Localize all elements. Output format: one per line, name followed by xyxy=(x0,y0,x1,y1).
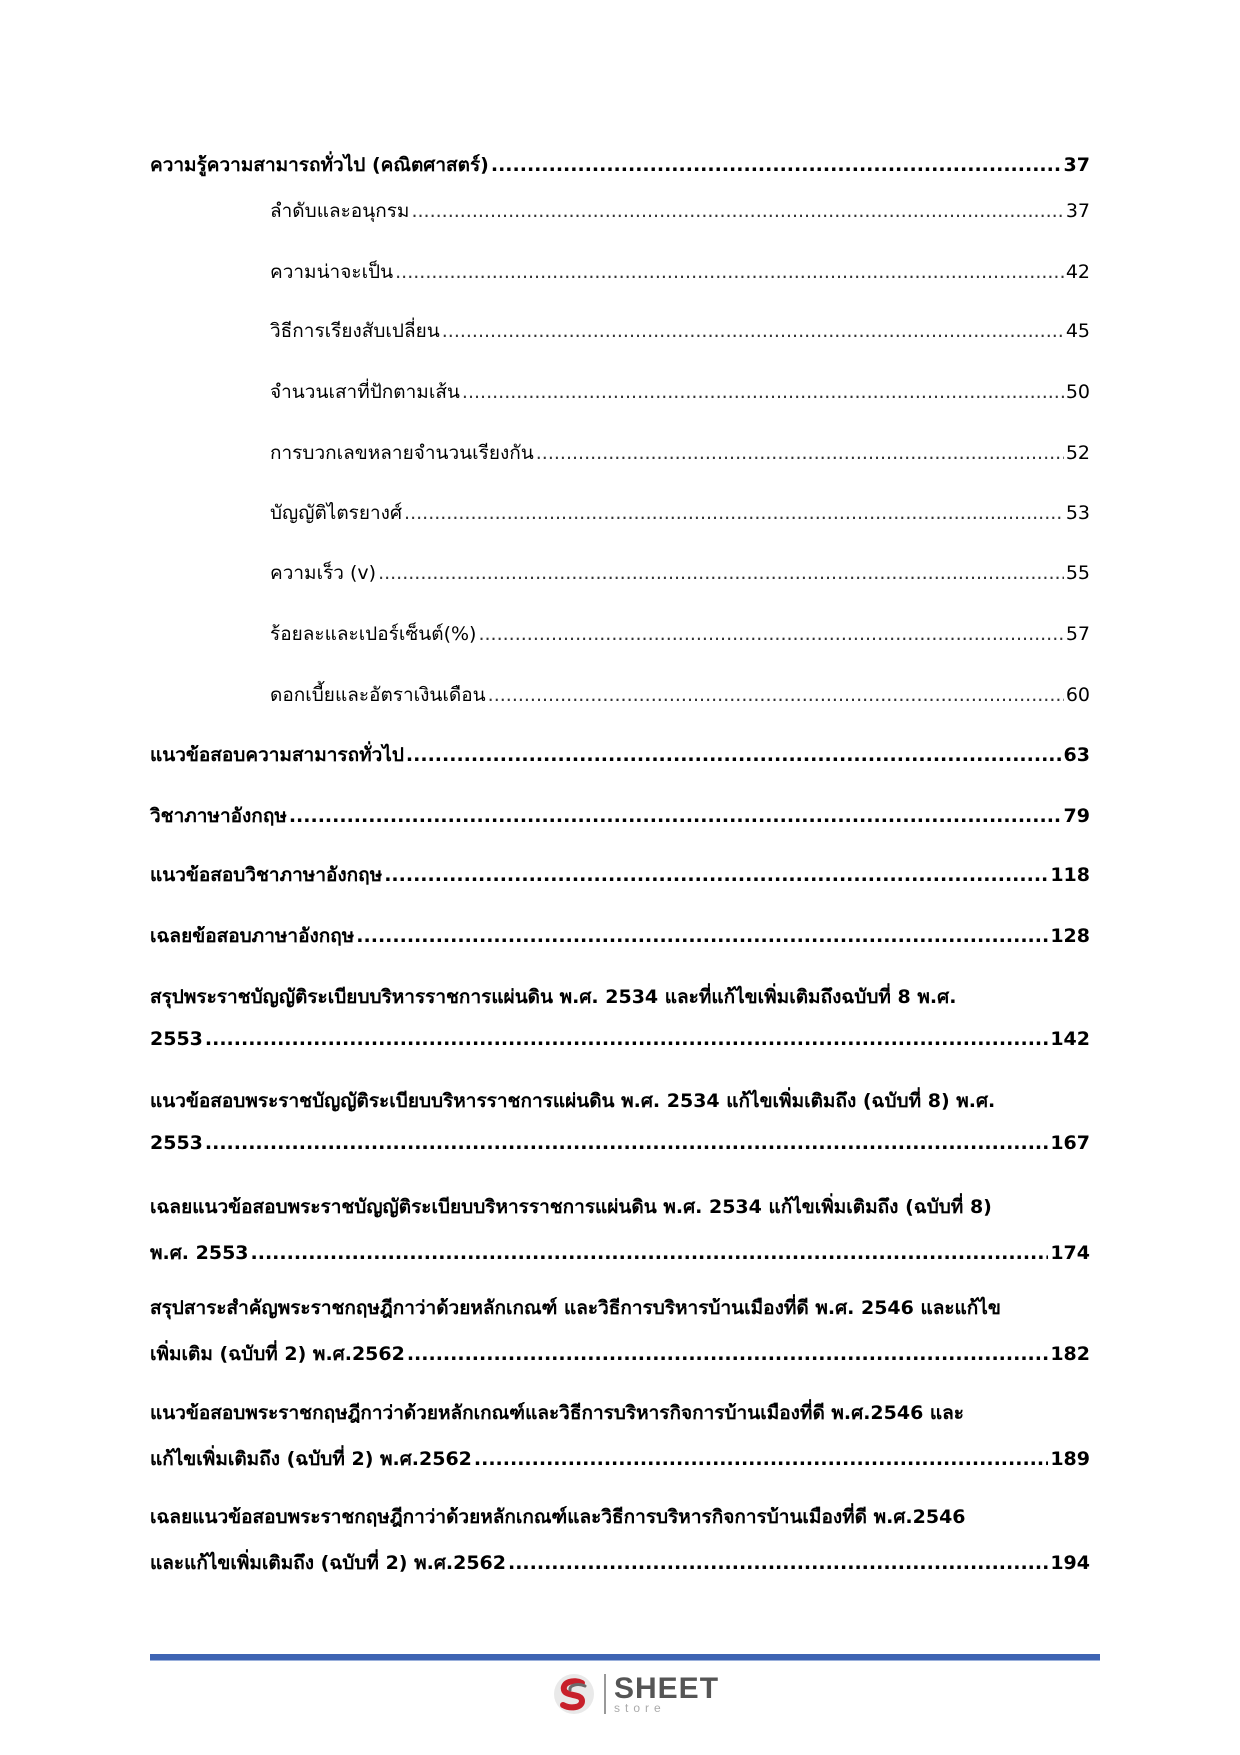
dot-leader xyxy=(406,744,1062,766)
toc-entry-title: การบวกเลขหลายจำนวนเรียงกัน xyxy=(270,442,534,464)
dot-leader xyxy=(411,200,1063,222)
toc-entry-title-line1: เฉลยแนวข้อสอบพระราชกฤษฎีกาว่าด้วยหลักเกณฑ์และวิธีการบริหารกิจการบ้านเมืองที่ดี พ.ศ.2546 xyxy=(150,1506,966,1528)
toc-entry-title: บัญญัติไตรยางศ์ xyxy=(270,502,403,524)
toc-entry-page: 55 xyxy=(1065,562,1090,584)
dot-leader xyxy=(478,623,1063,645)
toc-entry-page: 194 xyxy=(1050,1552,1090,1574)
toc-entry-multiline[interactable] xyxy=(150,1192,1090,1268)
toc-entry-title: แก้ไขเพิ่มเติมถึง (ฉบับที่ 2) พ.ศ.2562 xyxy=(150,1448,472,1470)
toc-subentry[interactable] xyxy=(150,316,1090,346)
toc-entry-multiline[interactable] xyxy=(150,1086,1090,1154)
logo-s-icon xyxy=(552,1672,596,1716)
toc-subentry[interactable] xyxy=(150,498,1090,528)
toc-entry-title: ดอกเบี้ยและอัตราเงินเดือน xyxy=(270,684,486,706)
toc-entry-title: และแก้ไขเพิ่มเติมถึง (ฉบับที่ 2) พ.ศ.2562 xyxy=(150,1552,506,1574)
toc-entry-page: 118 xyxy=(1050,864,1090,886)
toc-entry-page: 37 xyxy=(1065,200,1090,222)
dot-leader xyxy=(378,562,1064,584)
toc-entry-title: แนวข้อสอบความสามารถทั่วไป xyxy=(150,744,404,766)
toc-entry-title: ความน่าจะเป็น xyxy=(270,261,394,283)
toc-entry-page: 142 xyxy=(1050,1028,1090,1050)
toc-entry-page: 167 xyxy=(1050,1132,1090,1154)
toc-entry-title: 2553 xyxy=(150,1028,203,1050)
toc-entry[interactable] xyxy=(150,150,1090,180)
logo-word: SHEET xyxy=(614,1672,720,1705)
toc-entry-title: วิชาภาษาอังกฤษ xyxy=(150,805,287,827)
dot-leader xyxy=(488,684,1064,706)
logo-subword: store xyxy=(614,1701,666,1715)
toc-entry-page: 174 xyxy=(1050,1242,1090,1264)
toc-subentry[interactable] xyxy=(150,257,1090,287)
toc-entry-title: ความเร็ว (v) xyxy=(270,562,377,584)
footer-divider xyxy=(150,1654,1100,1660)
toc-entry-title-line1: สรุปสาระสำคัญพระราชกฤษฎีกาว่าด้วยหลักเกณฑ์ และวิธีการบริหารบ้านเมืองที่ดี พ.ศ. 2546 และแก้ไข xyxy=(150,1297,1001,1319)
toc-entry-page: 45 xyxy=(1065,320,1090,342)
dot-leader xyxy=(395,261,1064,283)
dot-leader xyxy=(404,502,1064,524)
toc-entry-multiline[interactable] xyxy=(150,1293,1090,1369)
toc-entry-page: 42 xyxy=(1065,261,1090,283)
toc-entry-title: วิธีการเรียงสับเปลี่ยน xyxy=(270,320,440,342)
toc-subentry[interactable] xyxy=(150,438,1090,468)
toc-subentry[interactable] xyxy=(150,558,1090,588)
toc-subentry[interactable] xyxy=(150,196,1090,226)
toc-entry-title: เพิ่มเติม (ฉบับที่ 2) พ.ศ.2562 xyxy=(150,1343,405,1365)
toc-entry-page: 57 xyxy=(1065,623,1090,645)
toc-entry-title: เฉลยข้อสอบภาษาอังกฤษ xyxy=(150,925,355,947)
toc-entry-page: 63 xyxy=(1063,744,1090,766)
dot-leader xyxy=(474,1448,1048,1470)
toc-entry-title-line1: แนวข้อสอบพระราชบัญญัติระเบียบบริหารราชการแผ่นดิน พ.ศ. 2534 แก้ไขเพิ่มเติมถึง (ฉบับที่ 8) พ.ศ. xyxy=(150,1090,996,1112)
toc-entry-page: 60 xyxy=(1065,684,1090,706)
toc-entry-page: 182 xyxy=(1050,1343,1090,1365)
toc-entry-title-line1: แนวข้อสอบพระราชกฤษฎีกาว่าด้วยหลักเกณฑ์และวิธีการบริหารกิจการบ้านเมืองที่ดี พ.ศ.2546 และ xyxy=(150,1402,965,1424)
toc-entry-page: 79 xyxy=(1063,805,1090,827)
toc-subentry[interactable] xyxy=(150,377,1090,407)
dot-leader xyxy=(491,154,1062,176)
toc-entry-title: ลำดับและอนุกรม xyxy=(270,200,410,222)
toc-entry-title: ความรู้ความสามารถทั่วไป (คณิตศาสตร์) xyxy=(150,154,489,176)
dot-leader xyxy=(442,320,1064,342)
dot-leader xyxy=(251,1242,1049,1264)
toc-entry-page: 128 xyxy=(1050,925,1090,947)
dot-leader xyxy=(384,864,1048,886)
toc-entry[interactable] xyxy=(150,740,1090,770)
dot-leader xyxy=(462,381,1064,403)
dot-leader xyxy=(205,1132,1048,1154)
sheet-store-logo xyxy=(552,1672,719,1716)
dot-leader xyxy=(508,1552,1048,1574)
toc-entry-page: 189 xyxy=(1050,1448,1090,1470)
toc-entry-title: 2553 xyxy=(150,1132,203,1154)
dot-leader xyxy=(205,1028,1048,1050)
toc-entry-title: แนวข้อสอบวิชาภาษาอังกฤษ xyxy=(150,864,383,886)
toc-entry-page: 52 xyxy=(1065,442,1090,464)
dot-leader xyxy=(407,1343,1049,1365)
toc-entry-multiline[interactable] xyxy=(150,1398,1090,1474)
toc-entry-title-line1: สรุปพระราชบัญญัติระเบียบบริหารราชการแผ่นดิน พ.ศ. 2534 และที่แก้ไขเพิ่มเติมถึงฉบับที่ 8 พ.ศ. xyxy=(150,986,957,1008)
toc-entry-title: พ.ศ. 2553 xyxy=(150,1242,249,1264)
toc-entry[interactable] xyxy=(150,860,1090,890)
toc-entry-page: 53 xyxy=(1065,502,1090,524)
toc-entry-page: 50 xyxy=(1065,381,1090,403)
toc-entry-title: จำนวนเสาที่ปักตามเส้น xyxy=(270,381,460,403)
toc-entry[interactable] xyxy=(150,921,1090,951)
toc-entry-multiline[interactable] xyxy=(150,1502,1090,1578)
dot-leader xyxy=(356,925,1048,947)
toc-entry-title-line1: เฉลยแนวข้อสอบพระราชบัญญัติระเบียบบริหารราชการแผ่นดิน พ.ศ. 2534 แก้ไขเพิ่มเติมถึง (ฉบับที่ 8) xyxy=(150,1196,992,1218)
toc-entry[interactable] xyxy=(150,801,1090,831)
toc-entry-title: ร้อยละและเปอร์เซ็นต์(%) xyxy=(270,623,477,645)
logo-wordmark xyxy=(604,1674,719,1714)
toc-entry-page: 37 xyxy=(1063,154,1090,176)
dot-leader xyxy=(289,805,1062,827)
toc-entry-multiline[interactable] xyxy=(150,982,1090,1050)
toc-subentry[interactable] xyxy=(150,619,1090,649)
dot-leader xyxy=(536,442,1064,464)
toc-subentry[interactable] xyxy=(150,680,1090,710)
